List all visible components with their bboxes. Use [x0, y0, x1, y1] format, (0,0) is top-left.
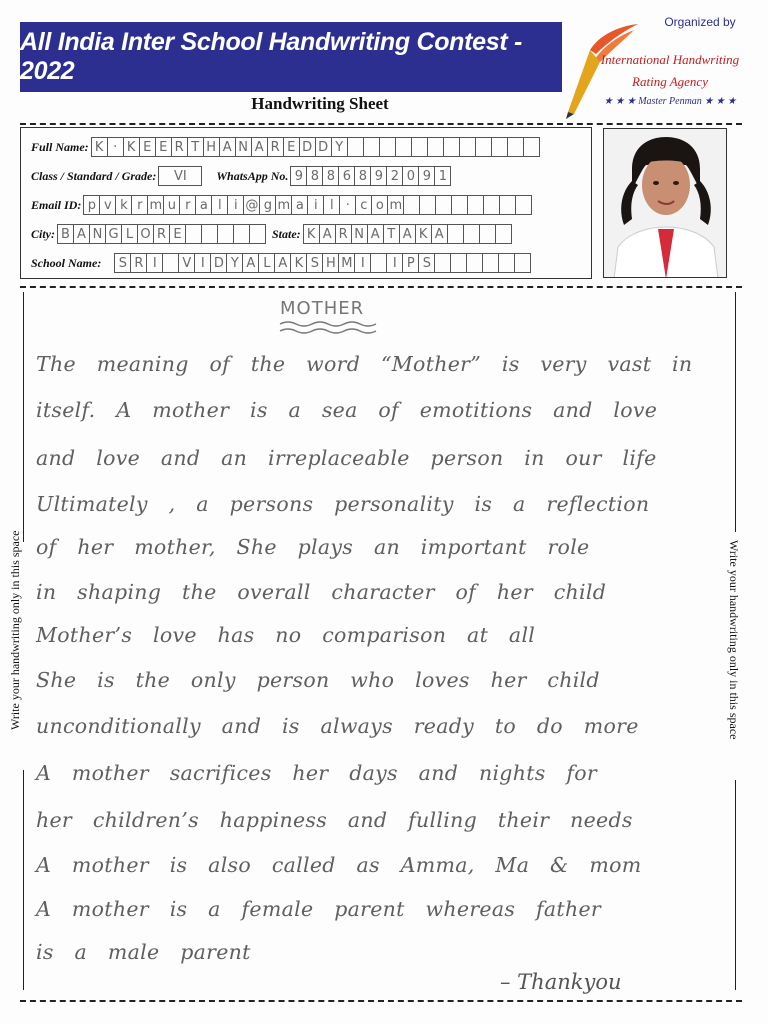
- char-cell: S: [114, 253, 131, 273]
- char-cell: [347, 137, 364, 157]
- char-cell: T: [187, 137, 204, 157]
- right-side-instruction: Write your handwriting only in this space: [727, 540, 741, 740]
- char-cell: [475, 137, 492, 157]
- char-cell: m: [387, 195, 404, 215]
- char-cell: [443, 137, 460, 157]
- essay-line: The meaning of the word “Mother” is very vast in: [36, 352, 693, 376]
- char-cell: [411, 137, 428, 157]
- char-cell: a: [195, 195, 212, 215]
- char-cell: [185, 224, 202, 244]
- signoff: – Thankyou: [500, 970, 622, 994]
- char-cell: H: [322, 253, 339, 273]
- char-cell: [466, 253, 483, 273]
- essay-line: Ultimately , a persons personality is a reflection: [36, 492, 650, 516]
- char-cell: 9: [418, 166, 435, 186]
- full-name-label: Full Name:: [31, 139, 89, 154]
- char-cell: L: [121, 224, 138, 244]
- essay-line: She is the only person who loves her child: [36, 668, 600, 692]
- char-cell: [370, 253, 387, 273]
- char-cell: [479, 224, 496, 244]
- essay-topic: MOTHER: [280, 298, 365, 319]
- char-cell: 9: [370, 166, 387, 186]
- city-field[interactable]: [58, 224, 266, 244]
- char-cell: M: [338, 253, 355, 273]
- char-cell: A: [242, 253, 259, 273]
- char-cell: [459, 137, 476, 157]
- char-cell: A: [431, 224, 448, 244]
- char-cell: [467, 195, 484, 215]
- char-cell: m: [147, 195, 164, 215]
- char-cell: 8: [306, 166, 323, 186]
- char-cell: [463, 224, 480, 244]
- char-cell: N: [89, 224, 106, 244]
- char-cell: [514, 253, 531, 273]
- char-cell: [495, 224, 512, 244]
- char-cell: @: [243, 195, 260, 215]
- city-label: City:: [31, 226, 55, 241]
- char-cell: c: [355, 195, 372, 215]
- char-cell: [507, 137, 524, 157]
- char-cell: A: [73, 224, 90, 244]
- entry-form: [20, 127, 592, 279]
- char-cell: T: [383, 224, 400, 244]
- char-cell: B: [57, 224, 74, 244]
- sheet-title: Handwriting Sheet: [251, 94, 389, 113]
- char-cell: S: [306, 253, 323, 273]
- top-divider: [20, 123, 742, 125]
- char-cell: [482, 253, 499, 273]
- char-cell: [249, 224, 266, 244]
- char-cell: K: [91, 137, 108, 157]
- char-cell: D: [210, 253, 227, 273]
- essay-line: and love and an irreplaceable person in our life: [36, 446, 657, 470]
- state-field[interactable]: [304, 224, 512, 244]
- char-cell: [447, 224, 464, 244]
- char-cell: [379, 137, 396, 157]
- char-cell: k: [115, 195, 132, 215]
- char-cell: I: [146, 253, 163, 273]
- essay-line: itself. A mother is a sea of emotitions and love: [36, 398, 658, 422]
- char-cell: i: [307, 195, 324, 215]
- char-cell: K: [123, 137, 140, 157]
- char-cell: u: [163, 195, 180, 215]
- char-cell: R: [171, 137, 188, 157]
- char-cell: A: [251, 137, 268, 157]
- left-side-instruction: Write your handwriting only in this space: [8, 530, 22, 730]
- char-cell: [498, 253, 515, 273]
- essay-line: of her mother, She plays an important role: [36, 535, 590, 559]
- char-cell: [434, 253, 451, 273]
- char-cell: [233, 224, 250, 244]
- school-name-field[interactable]: [115, 253, 531, 273]
- char-cell: l: [211, 195, 228, 215]
- char-cell: R: [130, 253, 147, 273]
- char-cell: A: [274, 253, 291, 273]
- char-cell: V: [178, 253, 195, 273]
- char-cell: [523, 137, 540, 157]
- email-label: Email ID:: [31, 197, 82, 212]
- char-cell: [363, 137, 380, 157]
- char-cell: [435, 195, 452, 215]
- left-guide-line-top: [23, 292, 24, 542]
- whatsapp-field[interactable]: [291, 166, 451, 186]
- char-cell: [515, 195, 532, 215]
- char-cell: R: [153, 224, 170, 244]
- char-cell: E: [169, 224, 186, 244]
- char-cell: 8: [322, 166, 339, 186]
- char-cell: A: [219, 137, 236, 157]
- char-cell: [395, 137, 412, 157]
- organized-by-label: Organized by: [664, 15, 736, 29]
- char-cell: m: [275, 195, 292, 215]
- char-cell: P: [402, 253, 419, 273]
- char-cell: [403, 195, 420, 215]
- char-cell: S: [418, 253, 435, 273]
- char-cell: [499, 195, 516, 215]
- char-cell: N: [351, 224, 368, 244]
- char-cell: 0: [402, 166, 419, 186]
- bottom-divider: [20, 1000, 742, 1002]
- char-cell: ·: [339, 195, 356, 215]
- char-cell: [162, 253, 179, 273]
- essay-line: A mother is also called as Amma, Ma & mom: [36, 853, 642, 877]
- char-cell: N: [235, 137, 252, 157]
- char-cell: [451, 195, 468, 215]
- student-photo: [603, 128, 727, 278]
- contest-title: All India Inter School Handwriting Contest - 2022: [20, 28, 523, 85]
- char-cell: I: [354, 253, 371, 273]
- class-field[interactable]: [159, 166, 202, 186]
- char-cell: l: [323, 195, 340, 215]
- contest-title-banner: [20, 22, 562, 92]
- char-cell: K: [303, 224, 320, 244]
- char-cell: I: [194, 253, 211, 273]
- left-guide-line-bottom: [23, 770, 24, 990]
- char-cell: [201, 224, 218, 244]
- char-cell: Y: [226, 253, 243, 273]
- char-cell: H: [203, 137, 220, 157]
- essay-line: unconditionally and is always ready to do more: [36, 714, 639, 738]
- essay-line: her children’s happiness and fulling their needs: [36, 808, 633, 832]
- char-cell: [427, 137, 444, 157]
- char-cell: r: [131, 195, 148, 215]
- essay-line: in shaping the overall character of her child: [36, 580, 607, 604]
- char-cell: [491, 137, 508, 157]
- char-cell: 6: [338, 166, 355, 186]
- char-cell: K: [290, 253, 307, 273]
- char-cell: D: [299, 137, 316, 157]
- char-cell: I: [386, 253, 403, 273]
- char-cell: [419, 195, 436, 215]
- char-cell: A: [399, 224, 416, 244]
- char-cell: g: [259, 195, 276, 215]
- char-cell: A: [367, 224, 384, 244]
- essay-line: Mother’s love has no comparison at all: [36, 623, 536, 647]
- char-cell: A: [319, 224, 336, 244]
- char-cell: 1: [434, 166, 451, 186]
- char-cell: VI: [158, 166, 202, 186]
- org-tagline: ★ ★ ★ Master Penman ★ ★ ★: [603, 96, 737, 107]
- essay-line: A mother is a female parent whereas father: [36, 897, 601, 921]
- char-cell: E: [283, 137, 300, 157]
- class-label: Class / Standard / Grade:: [31, 168, 157, 183]
- char-cell: L: [258, 253, 275, 273]
- char-cell: [450, 253, 467, 273]
- whatsapp-label: WhatsApp No.: [216, 168, 289, 183]
- org-name-line2: Rating Agency: [632, 74, 708, 89]
- char-cell: 9: [290, 166, 307, 186]
- char-cell: 8: [354, 166, 371, 186]
- char-cell: O: [137, 224, 154, 244]
- char-cell: o: [371, 195, 388, 215]
- char-cell: i: [227, 195, 244, 215]
- char-cell: E: [139, 137, 156, 157]
- char-cell: E: [155, 137, 172, 157]
- char-cell: [483, 195, 500, 215]
- essay-line: A mother sacrifices her days and nights for: [36, 761, 598, 785]
- char-cell: r: [179, 195, 196, 215]
- char-cell: K: [415, 224, 432, 244]
- char-cell: R: [267, 137, 284, 157]
- char-cell: a: [291, 195, 308, 215]
- school-name-label: School Name:: [31, 255, 102, 270]
- org-name-line1: International Handwriting: [600, 52, 740, 67]
- char-cell: G: [105, 224, 122, 244]
- char-cell: p: [83, 195, 100, 215]
- char-cell: R: [335, 224, 352, 244]
- char-cell: Y: [331, 137, 348, 157]
- email-field[interactable]: [84, 195, 532, 215]
- state-label: State:: [272, 226, 301, 241]
- essay-line: is a male parent: [36, 940, 251, 964]
- char-cell: ·: [107, 137, 124, 157]
- char-cell: 2: [386, 166, 403, 186]
- full-name-field[interactable]: [92, 137, 540, 157]
- form-bottom-divider: [20, 286, 742, 288]
- char-cell: D: [315, 137, 332, 157]
- char-cell: [217, 224, 234, 244]
- char-cell: v: [99, 195, 116, 215]
